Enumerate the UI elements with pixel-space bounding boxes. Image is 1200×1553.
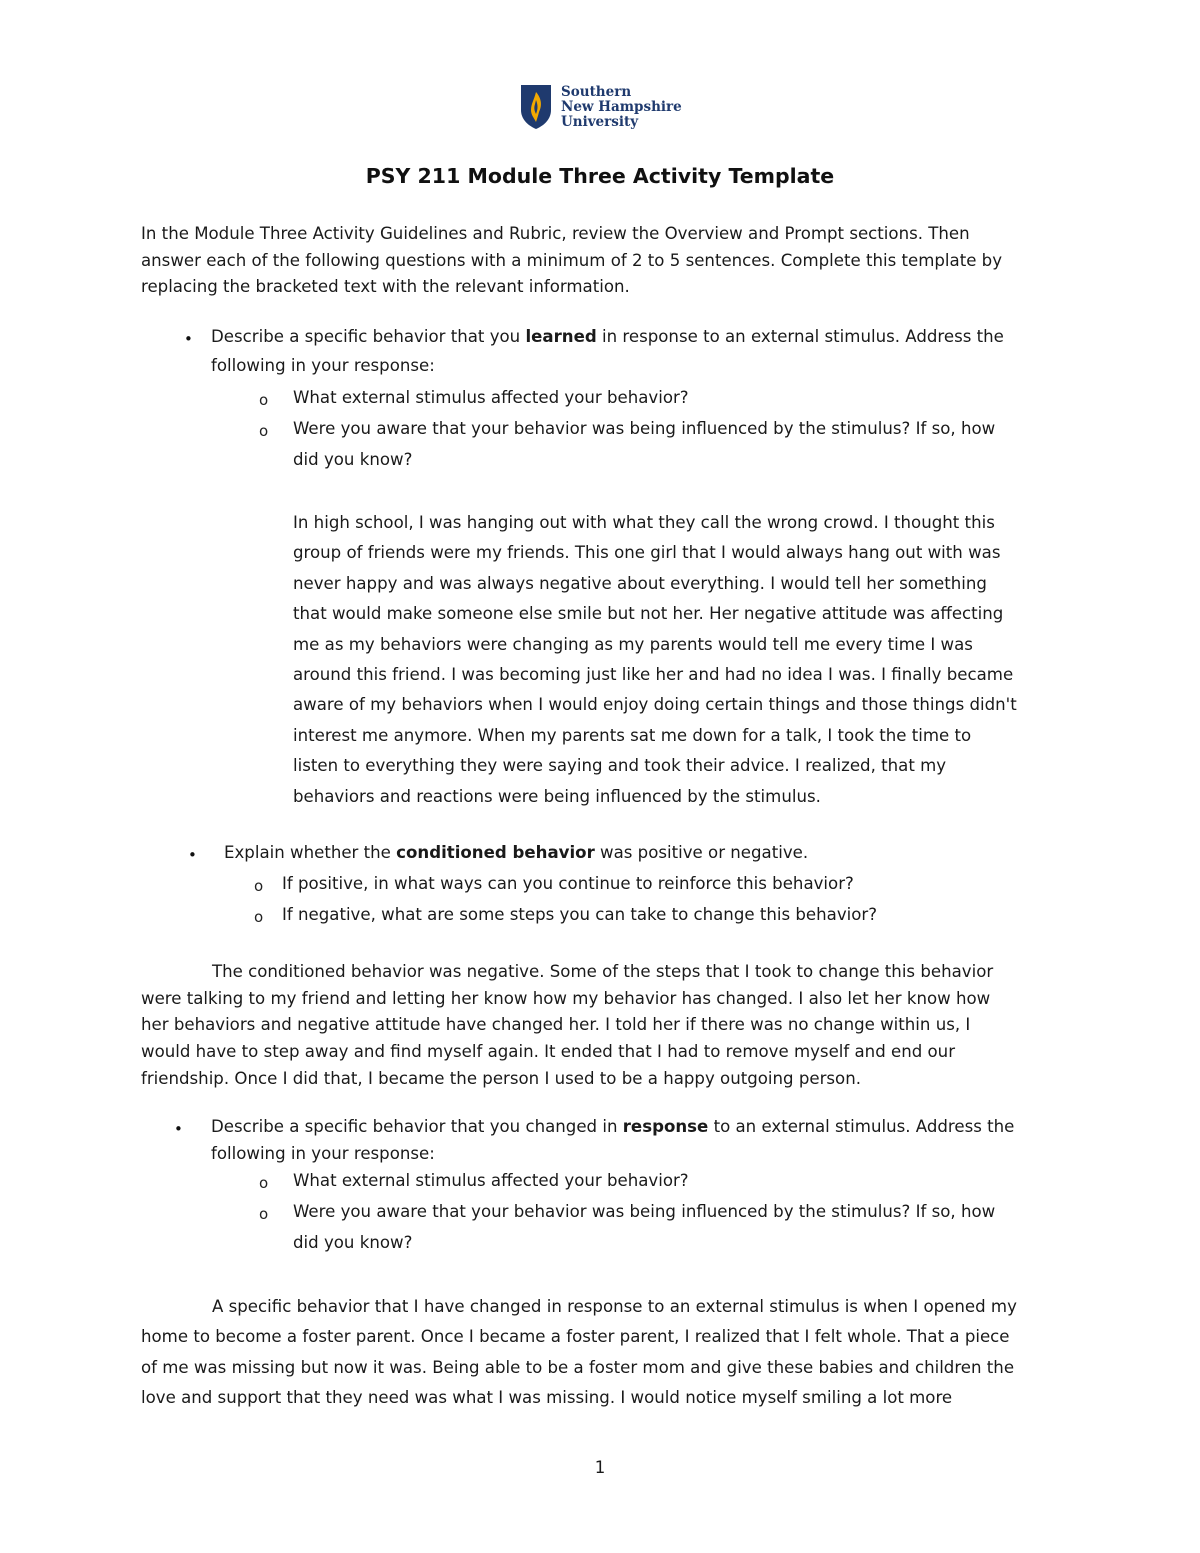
question1-emphasis: learned [525, 327, 597, 346]
document-title: PSY 211 Module Three Activity Template [365, 164, 835, 188]
answer-line: her behaviors and negative attitude have changed her. I told her if there was no change within us, I [141, 1015, 971, 1035]
logo-line-3: University [561, 113, 639, 130]
question1-sub2: Were you aware that your behavior was being influenced by the stimulus? If so, how [293, 419, 996, 438]
snhu-logo [520, 84, 682, 130]
answer-line: behaviors and reactions were being influenced by the stimulus. [293, 786, 821, 806]
bullet-icon: • [174, 1120, 183, 1138]
answer-line: In high school, I was hanging out with what they call the wrong crowd. I thought this [293, 513, 995, 532]
question2-emphasis: conditioned behavior [396, 843, 595, 862]
question1-prompt-line2: following in your response: [211, 356, 435, 375]
logo-line-1: Southern [561, 83, 632, 100]
question1-sub1: What external stimulus affected your behavior? [293, 388, 689, 407]
question2-prompt [224, 843, 808, 862]
sub-bullet-icon: o [259, 422, 269, 440]
logo-wordmark [561, 85, 682, 130]
question3-sub2: Were you aware that your behavior was being influenced by the stimulus? If so, how [293, 1202, 996, 1221]
intro-paragraph [141, 221, 1002, 301]
answer-line: would have to step away and find myself again. It ended that I had to remove myself and end our [141, 1042, 956, 1062]
intro-line: answer each of the following questions with a minimum of 2 to 5 sentences. Complete this template by [141, 250, 1003, 270]
page-number: 1 [594, 1458, 606, 1477]
answer-line: that would make someone else smile but not her. Her negative attitude was affecting [293, 604, 1004, 624]
question3-prompt-line2: following in your response: [211, 1144, 435, 1163]
question1-prompt-pre: Describe a specific behavior that you [211, 327, 526, 346]
answer-line: around this friend. I was becoming just like her and had no idea I was. I finally became [293, 665, 1014, 685]
question2-prompt-pre: Explain whether the [224, 843, 397, 862]
question3-sub2-line2: did you know? [293, 1233, 413, 1252]
answer-line: me as my behaviors were changing as my parents would tell me every time I was [293, 634, 973, 654]
sub-bullet-icon: o [254, 877, 264, 895]
question3-prompt-post: to an external stimulus. Address the [708, 1117, 1015, 1136]
answer-line: were talking to my friend and letting her know how my behavior has changed. I also let her know how [141, 988, 991, 1008]
answer-line: love and support that they need was what I was missing. I would notice myself smiling a lot more [141, 1388, 953, 1408]
intro-line: In the Module Three Activity Guidelines and Rubric, review the Overview and Prompt sections. Then [141, 224, 970, 243]
bullet-icon: • [184, 330, 193, 348]
question3-answer [141, 1292, 1017, 1414]
sub-bullet-icon: o [259, 1205, 269, 1223]
answer-line: never happy and was always negative about everything. I would tell her something [293, 573, 987, 593]
intro-line: replacing the bracketed text with the relevant information. [141, 277, 630, 296]
answer-line: aware of my behaviors when I would enjoy doing certain things and those things didn't [293, 695, 1017, 715]
question2-sub2: If negative, what are some steps you can take to change this behavior? [282, 905, 878, 924]
question1-answer [293, 508, 1017, 812]
answer-line: of me was missing but now it was. Being able to be a foster mom and give these babies and children the [141, 1357, 1015, 1377]
answer-line: group of friends were my friends. This one girl that I would always hang out with was [293, 543, 1001, 563]
question3-prompt-pre: Describe a specific behavior that you changed in [211, 1117, 623, 1136]
shield-flame-icon [520, 84, 552, 130]
answer-line: A specific behavior that I have changed in response to an external stimulus is when I opened my [212, 1297, 1017, 1316]
bullet-icon: • [188, 846, 197, 864]
question1-prompt [211, 327, 1004, 346]
logo-line-2: New Hampshire [561, 98, 682, 115]
question3-emphasis: response [622, 1117, 709, 1136]
sub-bullet-icon: o [259, 391, 269, 409]
answer-line: friendship. Once I did that, I became the person I used to be a happy outgoing person. [141, 1068, 861, 1088]
question1-prompt-post: in response to an external stimulus. Address the [596, 327, 1004, 346]
question1-sub2-line2: did you know? [293, 450, 413, 469]
answer-line: listen to everything they were saying and took their advice. I realized, that my [293, 756, 947, 776]
answer-line: interest me anymore. When my parents sat me down for a talk, I took the time to [293, 725, 972, 745]
question2-answer [141, 959, 993, 1093]
sub-bullet-icon: o [259, 1174, 269, 1192]
question3-prompt [211, 1117, 1014, 1136]
question2-sub1: If positive, in what ways can you continue to reinforce this behavior? [282, 874, 854, 893]
answer-line: home to become a foster parent. Once I became a foster parent, I realized that I felt whole. That a piece [141, 1327, 1010, 1347]
question2-prompt-post: was positive or negative. [594, 843, 809, 862]
answer-line: The conditioned behavior was negative. Some of the steps that I took to change this behavior [212, 962, 994, 981]
sub-bullet-icon: o [254, 908, 264, 926]
question3-sub1: What external stimulus affected your behavior? [293, 1171, 689, 1190]
